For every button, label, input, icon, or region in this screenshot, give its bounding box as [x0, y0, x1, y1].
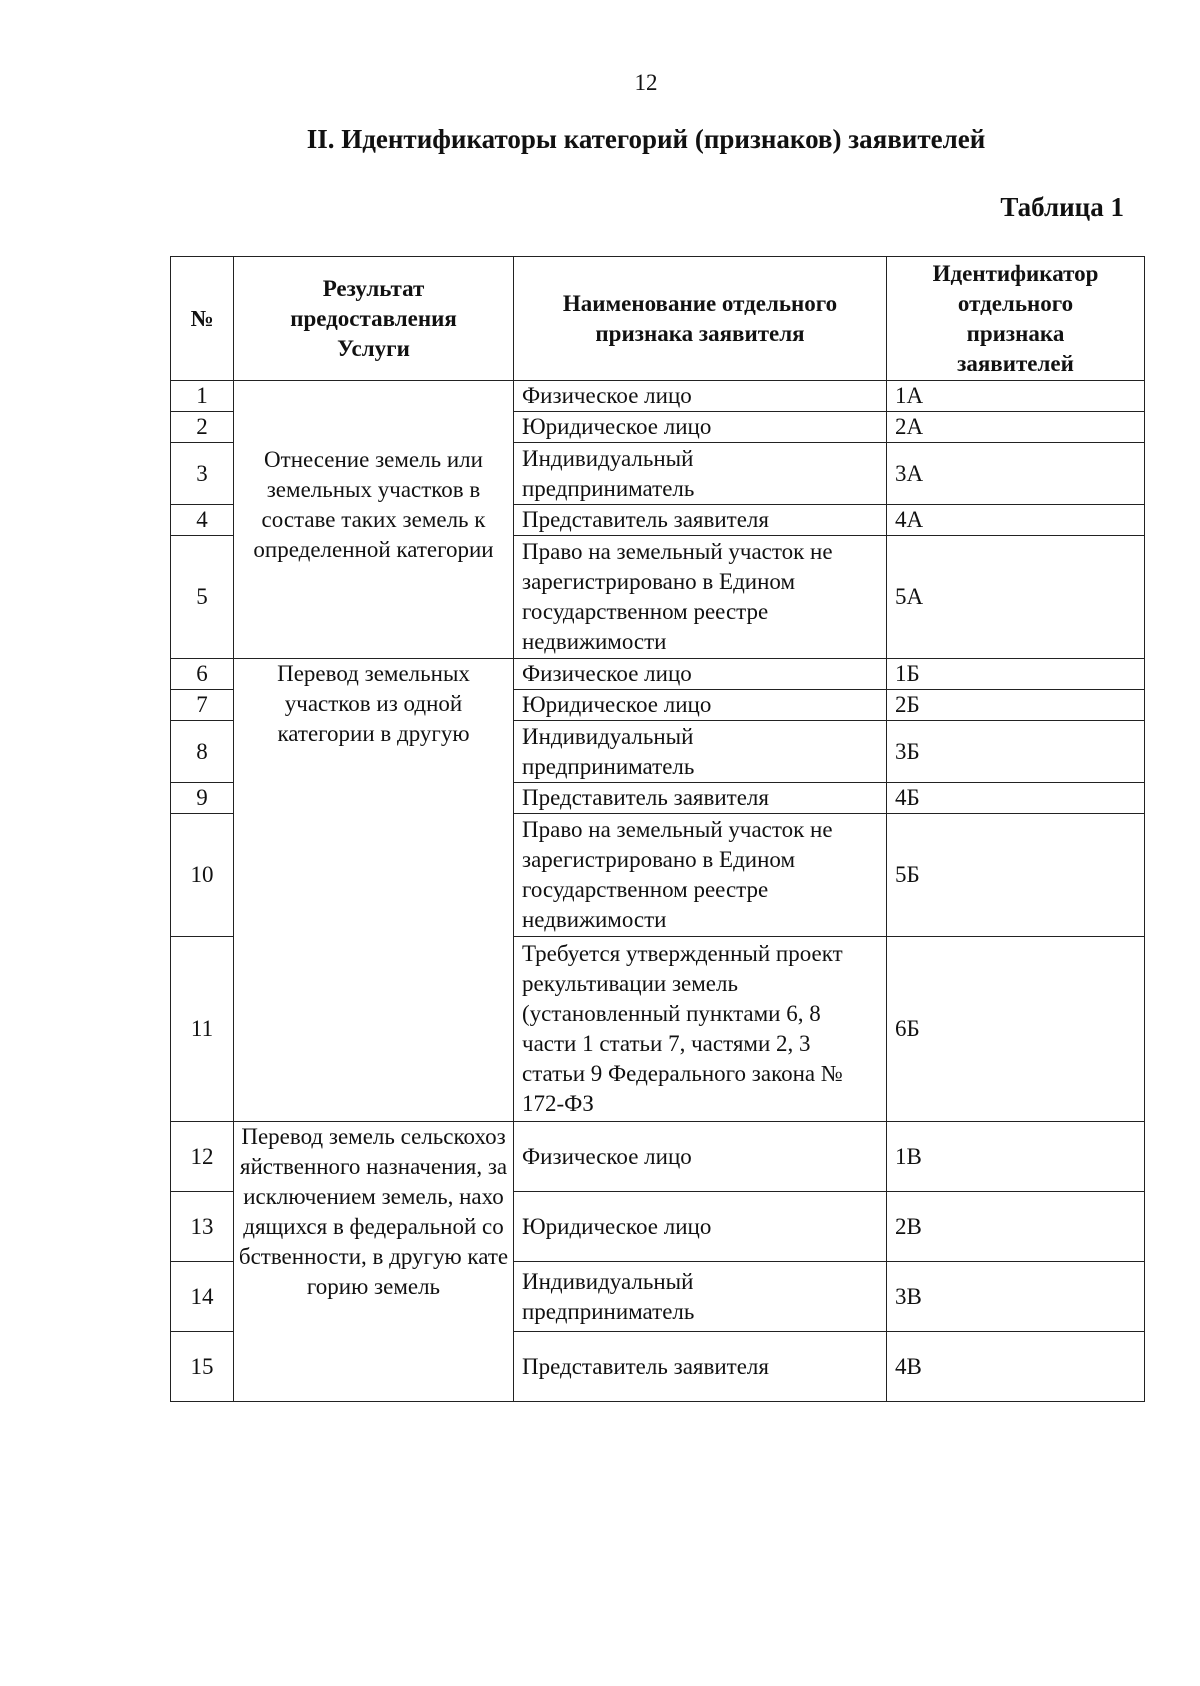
header-result: Результат предоставления Услуги — [234, 257, 514, 381]
applicant-attribute: Представитель заявителя — [514, 1332, 887, 1402]
identifier: 2В — [887, 1192, 1145, 1262]
applicant-attribute: Юридическое лицо — [514, 412, 887, 443]
identifier: 2Б — [887, 690, 1145, 721]
applicant-attribute: Юридическое лицо — [514, 1192, 887, 1262]
identifier: 1Б — [887, 659, 1145, 690]
row-num: 5 — [171, 536, 234, 659]
identifier: 1А — [887, 381, 1145, 412]
row-num: 15 — [171, 1332, 234, 1402]
row-num: 13 — [171, 1192, 234, 1262]
identifier: 3В — [887, 1262, 1145, 1332]
row-num: 14 — [171, 1262, 234, 1332]
result-cell — [234, 1122, 514, 1402]
applicant-attribute: Индивидуальный предприниматель — [514, 443, 887, 505]
applicant-identifiers-table — [170, 256, 1145, 1402]
row-num: 10 — [171, 814, 234, 937]
result-text: Отнесение земель или земельных участков в составе таких земель к определенной категории — [253, 447, 494, 562]
row-num: 6 — [171, 659, 234, 690]
applicant-attribute: Требуется утвержденный проект рекультивации земель (установленный пунктами 6, 8 части 1 статьи 7, частями 2, 3 статьи 9 Федерального закона № 172-ФЗ — [514, 937, 887, 1122]
identifier: 5Б — [887, 814, 1145, 937]
identifier: 4Б — [887, 783, 1145, 814]
identifier: 2А — [887, 412, 1145, 443]
applicant-attribute: Индивидуальный предприниматель — [514, 721, 887, 783]
applicant-attribute: Представитель заявителя — [514, 783, 887, 814]
table-caption: Таблица 1 — [1000, 192, 1124, 222]
applicant-attribute: Юридическое лицо — [514, 690, 887, 721]
identifier: 5А — [887, 536, 1145, 659]
row-num: 3 — [171, 443, 234, 505]
header-name: Наименование отдельного признака заявителя — [514, 257, 887, 381]
applicant-attribute: Представитель заявителя — [514, 505, 887, 536]
table-row — [171, 1122, 1145, 1192]
identifier: 1В — [887, 1122, 1145, 1192]
table-row — [171, 381, 1145, 412]
identifier: 3А — [887, 443, 1145, 505]
applicant-attribute: Право на земельный участок не зарегистрировано в Едином государственном реестре недвижимости — [514, 536, 887, 659]
result-cell — [234, 659, 514, 1122]
row-num: 4 — [171, 505, 234, 536]
row-num: 12 — [171, 1122, 234, 1192]
row-num: 1 — [171, 381, 234, 412]
row-num: 7 — [171, 690, 234, 721]
table-header-row — [171, 257, 1145, 381]
applicant-attribute: Физическое лицо — [514, 659, 887, 690]
identifier: 4В — [887, 1332, 1145, 1402]
page-title: II. Идентификаторы категорий (признаков) заявителей — [306, 124, 986, 154]
applicant-attribute: Право на земельный участок не зарегистрировано в Едином государственном реестре недвижимости — [514, 814, 887, 937]
header-ident: Идентификатор отдельного признака заявителей — [887, 257, 1145, 381]
applicant-attribute: Индивидуальный предприниматель — [514, 1262, 887, 1332]
page-number: 12 — [634, 70, 658, 95]
row-num: 8 — [171, 721, 234, 783]
identifier: 3Б — [887, 721, 1145, 783]
result-text: Перевод земель сельскохозяйственного назначения, за исключением земель, находящихся в федеральной собственности, в другую категорию земель — [238, 1124, 509, 1299]
identifier: 6Б — [887, 937, 1145, 1122]
row-num: 11 — [171, 937, 234, 1122]
result-cell — [234, 381, 514, 659]
applicant-attribute: Физическое лицо — [514, 1122, 887, 1192]
table-row — [171, 659, 1145, 690]
identifier: 4А — [887, 505, 1145, 536]
result-text: Перевод земельных участков из одной категории в другую — [277, 661, 470, 746]
header-num: № — [171, 257, 234, 381]
row-num: 9 — [171, 783, 234, 814]
applicant-attribute: Физическое лицо — [514, 381, 887, 412]
row-num: 2 — [171, 412, 234, 443]
